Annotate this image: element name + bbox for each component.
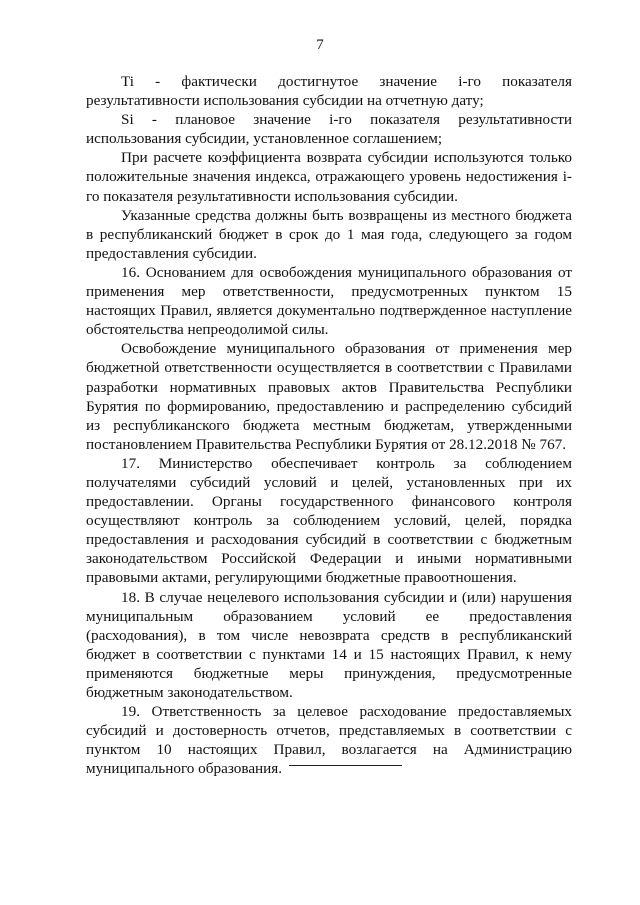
end-of-document-rule	[289, 765, 402, 766]
paragraph-si-definition: Si - плановое значение i-го показателя результативности использования субсидии, установленное соглашением;	[86, 111, 572, 148]
page-number: 7	[316, 37, 324, 53]
paragraph-clause-16: 16. Основанием для освобождения муниципального образования от применения мер ответственности, предусмотренных пунктом 15 настоящих Правил, является документально подтвержденное наступление обстоятельства непреодолимой силы.	[86, 263, 572, 339]
paragraph-exemption: Освобождение муниципального образования от применения мер бюджетной ответственности осуществляется в соответствии с Правилами разработки нормативных правовых актов Правительства Республики Бурятия по формированию, предоставлению и распределению субсидий из республиканского бюджета местным бюджетам, утвержденными постановлением Правительства Республики Бурятия от 28.12.2018 № 767.	[86, 340, 572, 453]
paragraph-coefficient-calculation: При расчете коэффициента возврата субсидии используются только положительные значения индекса, отражающего уровень недостижения i-го показателя результативности использования субсидии.	[86, 149, 572, 205]
paragraph-funds-return: Указанные средства должны быть возвращены из местного бюджета в республиканский бюджет в срок до 1 мая года, следующего за годом предоставления субсидии.	[86, 206, 572, 262]
document-body	[86, 72, 572, 778]
paragraph-clause-19: 19. Ответственность за целевое расходование предоставляемых субсидий и достоверность отчетов, представляемых в соответствии с пунктом 10 настоящих Правил, возлагается на Администрацию муниципального образования.	[86, 703, 572, 778]
paragraph-clause-18: 18. В случае нецелевого использования субсидии и (или) нарушения муниципальным образованием условий ее предоставления (расходования), в том числе невозврата средств в республиканский бюджет в соответствии с пунктами 14 и 15 настоящих Правил, к нему применяются бюджетные меры принуждения, предусмотренные бюджетным законодательством.	[86, 588, 572, 701]
paragraph-clause-17: 17. Министерство обеспечивает контроль за соблюдением получателями субсидий условий и целей, установленных при их предоставлении. Органы государственного финансового контроля осуществляют контроль за соблюдением условий, целей, порядка предоставления и расходования субсидий в соответствии с бюджетным законодательством Российской Федерации и иными нормативными правовыми актами, регулирующими бюджетные правоотношения.	[86, 454, 572, 587]
paragraph-ti-definition: Ti - фактически достигнутое значение i-го показателя результативности использования субсидии на отчетную дату;	[86, 73, 572, 110]
